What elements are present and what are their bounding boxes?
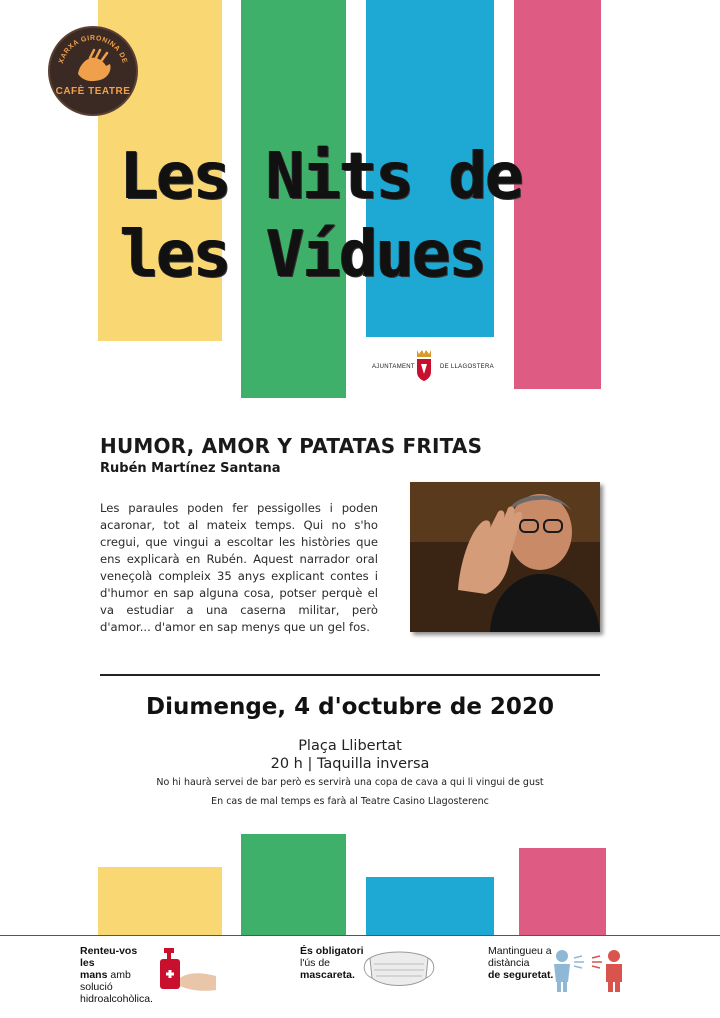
hand-wash-bold-1: Renteu-vos les (80, 945, 138, 969)
event-description: Les paraules poden fer pessigolles i poden acaronar, tot al mateix temps. Qui no s'ho cregui, que vingui a escoltar les històries que ens explicarà en Rubén. Aquest narrador oral veneçolà compleix 35 anys explicant contes i d'humor en sap alguna cosa, potser perquè el va estudiar a una caserna militar, però d'amor... d'amor en sap menys que un gel fos. (100, 501, 378, 634)
event-place-time (100, 737, 600, 773)
hand-wash-bold-2: mans (80, 969, 108, 981)
cafe-teatre-logo (48, 26, 138, 116)
weather-note: En cas de mal temps es farà al Teatre Casino Llagosterenc (211, 796, 489, 807)
performer-image (410, 482, 600, 632)
event-place: Plaça Llibertat (298, 738, 402, 754)
hand-wash-notice (80, 945, 154, 1005)
sanitizer-icon (158, 944, 218, 996)
title-line-2: les Vídues (120, 218, 486, 292)
bottom-bar-pink (519, 848, 606, 935)
bottom-bar-yellow (98, 867, 222, 935)
coat-of-arms-icon (414, 348, 434, 382)
event-author: Rubén Martínez Santana (100, 461, 281, 476)
clapping-hands-icon (50, 28, 136, 114)
logo-bottom-text: CAFÈ TEATRE (55, 86, 131, 97)
event-time-ticket: 20 h | Taquilla inversa (270, 756, 430, 772)
social-distance-icon (548, 946, 628, 994)
logo-arc-text: XARXA GIRONINA DE (57, 34, 129, 65)
bar-note: No hi haurà servei de bar però es servirà una copa de cava a qui li vingui de gust (156, 777, 544, 788)
bottom-bar-blue (366, 877, 494, 935)
sponsor-left-text: AJUNTAMENT (372, 364, 415, 370)
mask-bold-1: És obligatori (300, 945, 364, 957)
sponsor-right-text: DE LLAGOSTERA (440, 364, 494, 370)
bottom-bar-green (241, 834, 346, 935)
mask-bold-2: mascareta. (300, 969, 355, 981)
hand-wash-rest: amb solució hidroalcohòlica. (80, 969, 153, 1005)
mask-notice (300, 945, 364, 981)
title-line-1: Les Nits de (120, 140, 522, 214)
performer-photo (410, 482, 600, 632)
event-date: Diumenge, 4 d'octubre de 2020 (146, 694, 554, 720)
town-hall-logo (372, 346, 512, 386)
mask-normal: l'ús de (300, 957, 331, 969)
footer-divider (0, 935, 720, 936)
event-title: HUMOR, AMOR Y PATATAS FRITAS (100, 434, 483, 458)
distance-bold: de seguretat. (488, 969, 554, 981)
section-divider (100, 674, 600, 676)
face-mask-icon (362, 944, 436, 994)
distance-normal: Mantingueu a distància (488, 945, 552, 969)
show-title (120, 138, 590, 294)
